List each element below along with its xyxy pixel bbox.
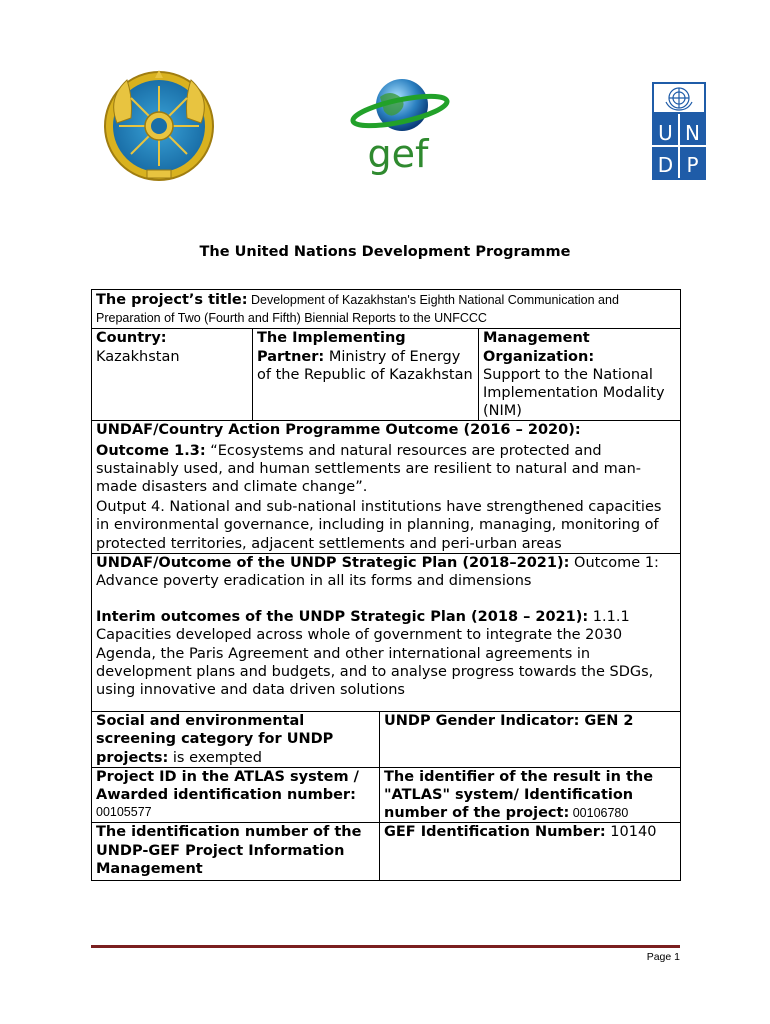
strategic-plan-row [92,553,681,711]
undp-logo [652,82,706,180]
result-id-value: 00106780 [569,806,629,821]
atlas-id-value: 00105577 [96,805,152,820]
gef-wordmark: gef [367,132,429,175]
atlas-id-label: Project ID in the ATLAS system / Awarded identification number: [96,768,359,804]
management-value: Support to the National Implementation Modality (NIM) [483,366,665,420]
project-title-label: The project’s title: [96,292,248,308]
undaf-heading: UNDAF/Country Action Programme Outcome (2016 – 2020): [96,422,581,439]
footer-divider [91,945,680,948]
screening-gender-row [92,712,681,768]
partner-label: The Implementing Partner: [257,330,406,365]
screening-label: Social and environmental screening category for UNDP projects: [96,713,334,766]
country-partner-row [92,329,681,421]
undp-letter-d: D [657,153,674,177]
undp-logo-graphic [652,82,706,180]
undaf-outcome-label: Outcome 1.3: [96,442,206,459]
pims-gef-row [92,823,681,881]
partner-value: Ministry of Energy of the Republic of Kazakhstan [257,348,473,383]
strategic-outcome-label: UNDAF/Outcome of the UNDP Strategic Plan (2018–2021): [96,554,570,571]
project-title-value: Development of Kazakhstan's Eighth National Communication and Preparation of Two (Fourth and Fifth) Biennial Reports to the UNFCCC [96,293,619,326]
undp-letter-p: P [686,153,699,177]
undaf-outcome-text: “Ecosystems and natural resources are protected and sustainably used, and human settlements are resilient to natural and man-made disasters and climate change”. [96,442,642,496]
undp-letter-u: U [658,121,673,145]
interim-outcome-text: 1.1.1 Capacities developed across whole of government to integrate the 2030 Agenda, the Paris Agreement and other international agreements in development plans and budgets, and to analyse progress towards the SDGs, using innovative and data driven solutions [96,609,654,699]
country-label: Country: [96,330,167,347]
undp-letter-n: N [685,121,700,145]
screening-value: is exempted [168,749,262,766]
strategic-outcome-text: Outcome 1: Advance poverty eradication in all its forms and dimensions [96,554,659,590]
kazakhstan-emblem-logo [103,68,215,183]
gef-logo [350,75,450,175]
page-number: Page 1 [646,951,680,963]
atlas-id-row [92,767,681,823]
gef-id-label: GEF Identification Number: [384,824,606,841]
country-value: Kazakhstan [96,348,180,365]
document-title: The United Nations Development Programme [199,244,571,260]
gef-id-value: 10140 [605,824,657,841]
project-title-row [92,290,681,329]
gender-indicator: UNDP Gender Indicator: GEN 2 [384,713,634,730]
pims-label: The identification number of the UNDP-GEF Project Information Management [96,824,362,877]
undaf-row [92,421,681,553]
interim-outcome-label: Interim outcomes of the UNDP Strategic Plan (2018 – 2021): [96,609,589,626]
result-id-label: The identifier of the result in the "ATLAS" system/ Identification number of the project: [384,768,654,822]
undaf-output-text: Output 4. National and sub-national institutions have strengthened capacities in environmental governance, including in planning, managing, monitoring of protected territories, adjacent settlements and peri-urban areas [96,499,662,552]
project-info-table [91,289,681,881]
management-label: Management Organization: [483,330,595,365]
